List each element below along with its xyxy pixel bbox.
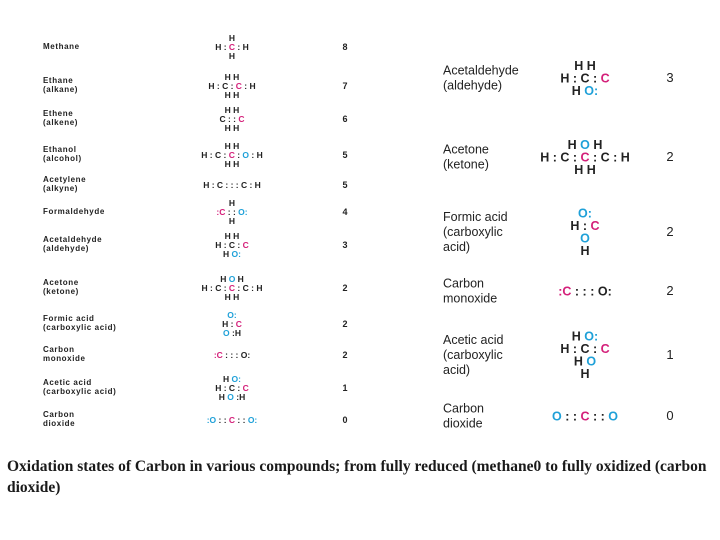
oxidation-state: 4 [342,207,348,217]
atom-or-bond: : [234,149,241,160]
left-compound-row [43,310,348,338]
left-compound-row [43,374,348,402]
atom-or-bond: C [226,382,236,393]
compound-class: (aldehyde) [43,244,90,253]
compound-class: acid) [443,363,471,377]
left-compound-row [43,33,348,61]
atom-or-bond: : [569,342,578,357]
atom-or-bond: H [208,80,215,91]
atom-or-bond: H [567,137,577,152]
atom-or-bond: H [223,248,230,259]
atom-or-bond: O: [594,284,612,299]
left-compound-row [43,72,348,100]
oxygen-atom: O: [580,329,599,344]
atom-or-bond: H [222,318,229,329]
left-compound-row [43,274,348,302]
atom-or-bond: : [247,179,253,190]
compound-name: Ethene [43,109,74,118]
atom-or-bond: :H [229,327,241,338]
carbon-atom: C [226,149,235,160]
carbon-atom: C [226,282,236,293]
atom-or-bond: : [235,239,241,250]
oxygen-atom: O [582,354,597,369]
atom-or-bond: O: [238,349,251,360]
right-compound-table [443,59,674,431]
atom-or-bond: H [215,239,222,250]
atom-or-bond: : : [589,409,605,424]
atom-or-bond: H [571,329,581,344]
oxidation-state: 5 [342,180,348,190]
atom-or-bond: : : [225,113,237,124]
structure-line [225,123,240,133]
atom-or-bond: H [573,354,583,369]
atom-or-bond: H [589,137,603,152]
atom-or-bond: C [212,282,222,293]
oxidation-state: 3 [342,240,348,250]
oxidation-state: 7 [342,81,348,91]
atom-or-bond: : [609,150,618,165]
atom-or-bond: : [214,80,220,91]
atom-or-bond: : [228,80,234,91]
structure-line [225,90,240,100]
compound-class: (carboxylic acid) [43,387,117,396]
atom-or-bond: :H [233,391,246,402]
structure-line [207,415,258,425]
atom-or-bond: H [215,41,222,52]
atom-or-bond: H [220,273,227,284]
oxygen-atom: O: [578,206,592,221]
atom-or-bond: C [556,150,570,165]
atom-or-bond: H [224,122,231,133]
left-compound-row [43,175,348,193]
structure-line [580,244,589,258]
carbon-atom: C [233,80,242,91]
atom-or-bond: : : [216,414,227,425]
atom-or-bond: H [228,197,236,208]
atom-or-bond: H [583,58,596,73]
compound-name: Methane [43,42,80,51]
atom-or-bond: : [221,239,227,250]
atom-or-bond: H [228,32,236,43]
compound-name: Formaldehyde [43,207,105,216]
atom-or-bond: H [228,215,236,226]
left-compound-table [43,33,348,428]
atom-or-bond: : : [225,206,236,217]
right-compound-row [443,330,674,382]
compound-name: Acetaldehyde [443,63,519,78]
oxidation-state: 1 [342,383,348,393]
atom-or-bond: C [577,342,590,357]
atom-or-bond: : [209,179,215,190]
oxidation-state: 2 [342,350,348,360]
atom-or-bond: C [238,179,248,190]
compound-name: Ethanol [43,145,77,154]
atom-or-bond: H [253,282,263,293]
oxidation-state: 2 [342,319,348,329]
atom-or-bond: H [224,140,231,151]
atom-or-bond: H [230,291,240,302]
left-compound-row [43,141,348,169]
left-compound-row [43,410,348,428]
right-compound-row [443,138,674,177]
compound-class: (alcohol) [43,154,82,163]
atom-or-bond: H [228,50,236,61]
oxidation-state: 6 [342,114,348,124]
structure-line [225,292,240,302]
compound-name: Acetaldehyde [43,235,103,244]
atom-or-bond: H [224,291,231,302]
left-compound-row [43,198,348,226]
oxygen-atom: O [223,327,230,338]
structure-line [229,51,235,61]
atom-or-bond: : [549,150,557,165]
compound-class: (aldehyde) [443,78,503,93]
atom-or-bond: : : [561,409,578,424]
atom-or-bond: C [212,149,222,160]
compound-class: dioxide [443,416,483,431]
atom-or-bond: : [221,149,227,160]
oxygen-atom: O [580,231,590,246]
atom-or-bond: : [249,149,255,160]
atom-or-bond: H [580,367,590,382]
atom-or-bond: H [230,158,240,169]
atom-or-bond: : [221,382,227,393]
compound-class: dioxide [43,419,76,428]
compound-class: (alkyne) [43,184,79,193]
atom-or-bond: H [215,382,222,393]
atom-or-bond: H [240,41,249,52]
left-compound-row [43,105,348,133]
atom-or-bond: H [224,89,231,100]
oxygen-atom: O: [245,414,258,425]
oxygen-atom: O: [235,206,248,217]
compound-name: Acetic acid [43,378,92,387]
atom-or-bond: : [569,150,578,165]
compound-name: Carbon [43,410,75,419]
structure-line [223,328,241,338]
carbon-atom: C [240,382,249,393]
atom-or-bond: H [230,140,240,151]
atom-or-bond: C [214,179,224,190]
atom-or-bond: H [201,149,208,160]
structure-line [219,392,245,402]
oxygen-atom: :O [206,414,217,425]
left-compound-row [43,345,348,363]
right-compound-row [443,402,674,431]
oxidation-state: 2 [666,224,674,239]
structure-line [572,84,598,98]
oxygen-atom: O [552,409,562,424]
atom-or-bond: : [228,318,234,329]
atom-or-bond: H [580,244,590,259]
carbon-atom: C [226,41,236,52]
atom-or-bond: : [207,149,213,160]
atom-or-bond: H [574,58,584,73]
atom-or-bond: H [560,342,570,357]
structure-line [558,284,611,298]
oxidation-state: 3 [666,70,674,85]
oxidation-state: 0 [666,408,674,423]
compound-class: (carboxylic acid) [43,323,117,332]
atom-or-bond: : [589,150,598,165]
compound-class: (ketone) [43,287,79,296]
atom-or-bond: H [230,89,240,100]
atom-or-bond: C [597,150,610,165]
compound-name: Carbon [443,401,484,416]
carbon-atom: C [577,150,590,165]
carbon-atom: C [587,219,600,234]
oxygen-atom: O [226,273,236,284]
oxidation-state: 2 [666,149,674,164]
carbon-atom: C [597,342,610,357]
compound-name: Ethane [43,76,74,85]
atom-or-bond: H [224,158,231,169]
oxidation-state: 2 [666,283,674,298]
atom-or-bond: : [248,282,254,293]
atom-or-bond: : [569,71,578,86]
atom-or-bond: C [240,282,249,293]
atom-or-bond: H [230,230,240,241]
figure-caption: Oxidation states of Carbon in various compounds; from fully reduced (methane0 to fully oxidized (carbon dioxide) [7,458,707,496]
carbon-atom: :C [213,349,223,360]
atom-or-bond: H [203,179,210,190]
oxygen-atom: O [576,137,590,152]
atom-or-bond: H [223,373,230,384]
structure-line [214,350,251,360]
atom-or-bond: : [589,342,598,357]
oxygen-atom: O: [229,373,241,384]
atom-or-bond: : [207,282,213,293]
atom-or-bond: H [570,219,580,234]
atom-or-bond: H [224,104,231,115]
atom-or-bond: : [241,80,248,91]
carbon-atom: C [233,318,242,329]
atom-or-bond: : [589,71,598,86]
compound-name: Carbon [43,345,75,354]
right-compound-row [443,207,674,259]
carbon-atom: :C [216,206,226,217]
atom-or-bond: C [219,80,229,91]
compound-class: (ketone) [443,157,489,172]
structure-line [552,409,618,423]
atom-or-bond: H [571,83,581,98]
compound-name: Acetic acid [443,333,504,347]
right-compound-row [443,59,674,98]
carbon-atom: :C [558,284,572,299]
compound-class: (alkene) [43,118,79,127]
oxygen-atom: O [240,149,250,160]
left-compound-row [43,231,348,259]
oxygen-atom: O: [227,309,237,320]
structure-line [203,180,261,190]
atom-or-bond: H [247,80,256,91]
compound-name: Acetone [443,142,489,157]
atom-or-bond: : : : [222,349,239,360]
atom-or-bond: H [254,149,263,160]
atom-or-bond: : : [235,414,246,425]
compound-class: monoxide [443,291,498,306]
compound-name: Acetone [43,278,79,287]
atom-or-bond: : [235,382,241,393]
carbon-atom: C [577,409,590,424]
compound-class: acid) [443,240,471,254]
compound-name: Carbon [443,276,484,291]
oxygen-atom: O [224,391,234,402]
atom-or-bond: H [224,71,231,82]
oxidation-state: 1 [666,347,674,362]
atom-or-bond: H [224,230,231,241]
atom-or-bond: : : : [571,284,595,299]
atom-or-bond: H [230,104,240,115]
atom-or-bond: H [574,162,584,177]
compound-class: (carboxylic [443,225,503,239]
oxygen-atom: O: [580,83,599,98]
atom-or-bond: H [230,122,240,133]
carbon-atom: C [226,414,236,425]
compound-name: Acetylene [43,175,87,184]
oxidation-state: 2 [342,283,348,293]
compound-name: Formic acid [43,314,95,323]
atom-or-bond: H [235,273,244,284]
structure-line [223,249,241,259]
oxidation-state: 0 [342,415,348,425]
compound-class: monoxide [43,354,86,363]
atom-or-bond: H [252,179,261,190]
atom-or-bond: H [617,150,630,165]
atom-or-bond: H [540,150,550,165]
oxygen-atom: O: [229,248,241,259]
atom-or-bond: H [583,162,596,177]
atom-or-bond: : [221,282,227,293]
oxidation-state: 5 [342,150,348,160]
oxidation-state: 8 [342,42,348,52]
carbon-atom: C [597,71,610,86]
structure-line [574,163,596,177]
oxygen-atom: O [604,409,618,424]
structure-line [225,159,240,169]
atom-or-bond: C [226,239,236,250]
compound-class: (carboxylic [443,348,503,362]
atom-or-bond: H [218,391,225,402]
atom-or-bond: C [219,113,226,124]
right-compound-row [443,277,674,306]
atom-or-bond: H [230,71,240,82]
atom-or-bond: : [579,219,588,234]
atom-or-bond: : : : [223,179,239,190]
atom-or-bond: : [235,282,241,293]
atom-or-bond: C [577,71,590,86]
structure-line [580,367,589,381]
compound-name: Formic acid [443,210,508,224]
atom-or-bond: H [560,71,570,86]
atom-or-bond: H [201,282,208,293]
atom-or-bond: : [221,41,227,52]
carbon-atom: C [236,113,245,124]
compound-class: (alkane) [43,85,79,94]
structure-line [229,216,235,226]
atom-or-bond: : [235,41,241,52]
carbon-atom: C [240,239,249,250]
